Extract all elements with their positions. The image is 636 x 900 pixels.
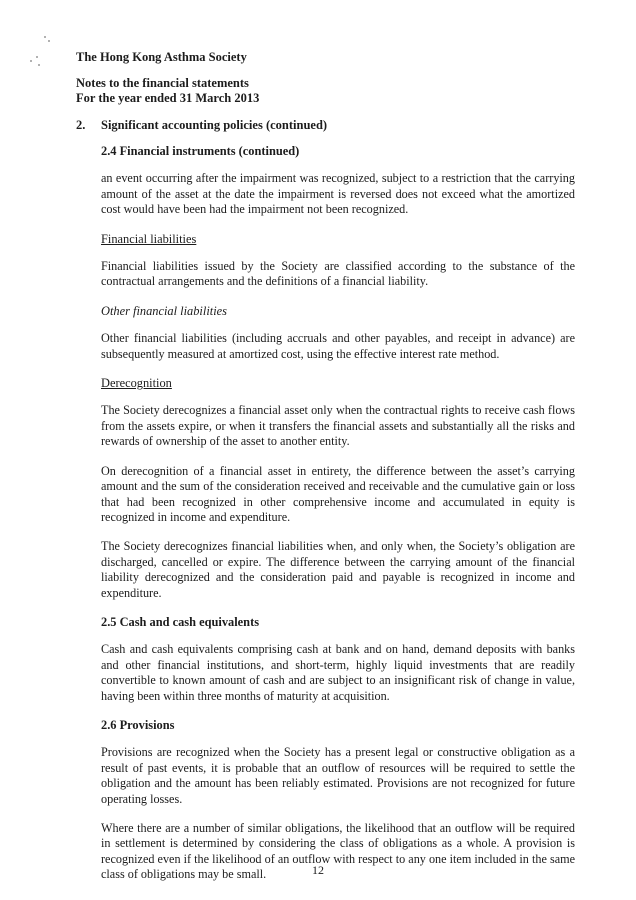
paragraph: Cash and cash equivalents comprising cash at bank and on hand, demand deposits with banks and other financial institutions, and short-term, highly liquid investments that are readily convertible to known amount of cash and are subject to an insignificant risk of change in value, having been within three months of maturity at acquisition. [101, 642, 575, 703]
notes-title: Notes to the financial statements [76, 76, 249, 90]
paragraph: The Society derecognizes a financial asset only when the contractual rights to receive cash flows from the assets expire, or when it transfers the financial assets and substantially all the risks and rewards of ownership of the asset to another entity. [101, 403, 575, 449]
subheading-other-financial-liabilities: Other financial liabilities [101, 303, 227, 318]
paragraph: Financial liabilities issued by the Society are classified according to the substance of the contractual arrangements and the definitions of a financial liability. [101, 259, 575, 289]
organization-name: The Hong Kong Asthma Society [76, 50, 247, 64]
section-number: 2. [76, 118, 86, 132]
paragraph: an event occurring after the impairment was recognized, subject to a restriction that the carrying amount of the asset at the date the impairment is reversed does not exceed what the amortized cost would have been had the impairment not been recognized. [101, 171, 575, 217]
subsection-heading: 2.5 Cash and cash equivalents [101, 614, 260, 629]
scan-mark [30, 60, 32, 62]
scan-mark [36, 56, 38, 58]
document-body [101, 144, 575, 897]
reporting-period: For the year ended 31 March 2013 [76, 91, 260, 105]
section-title: Significant accounting policies (continued) [101, 118, 328, 132]
paragraph: On derecognition of a financial asset in entirety, the difference between the asset’s carrying amount and the sum of the consideration received and receivable and the cumulative gain or loss that had been recognized in other comprehensive income and accumulated in equity is recognized in income and expenditure. [101, 463, 575, 524]
scan-mark [38, 64, 40, 66]
subsection-heading: 2.4 Financial instruments (continued) [101, 144, 300, 158]
paragraph: Other financial liabilities (including accruals and other payables, and receipt in advance) are subsequently measured at amortized cost, using the effective interest rate method. [101, 331, 575, 361]
subheading-derecognition: Derecognition [101, 376, 172, 391]
scan-mark [48, 40, 50, 42]
paragraph: Where there are a number of similar obligations, the likelihood that an outflow will be required in settlement is determined by considering the class of obligations as a whole. A provision is recognized even if the likelihood of an outflow with respect to any one item included in the same class of obligations may be small. [101, 821, 575, 882]
page-number: 12 [312, 863, 324, 877]
paragraph: The Society derecognizes financial liabilities when, and only when, the Society’s obligation are discharged, cancelled or expire. The difference between the carrying amount of the financial liability derecognized and the consideration paid and payable is recognized in income and expenditure. [101, 539, 575, 600]
scan-mark [44, 36, 46, 38]
subsection-heading: 2.6 Provisions [101, 717, 175, 732]
subheading-financial-liabilities: Financial liabilities [101, 231, 197, 246]
paragraph: Provisions are recognized when the Society has a present legal or constructive obligation as a result of past events, it is probable that an outflow of resources will be required to settle the obligation and the amount has been reliably estimated. Provisions are not recognized for future operating losses. [101, 745, 575, 806]
